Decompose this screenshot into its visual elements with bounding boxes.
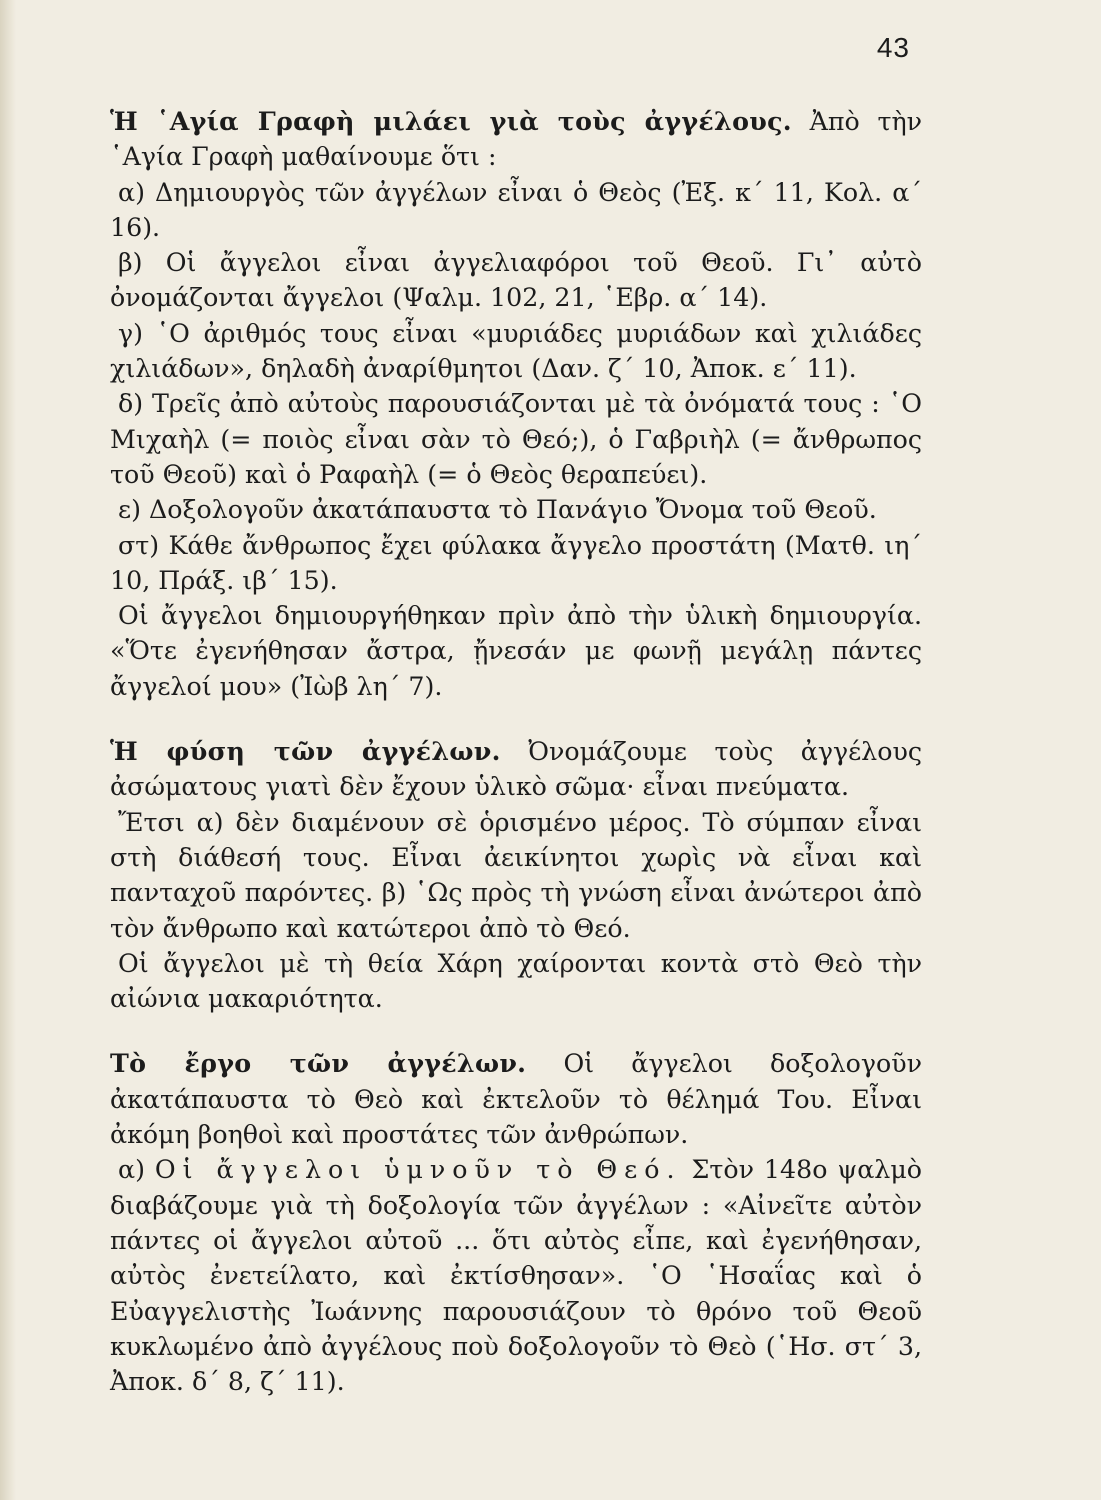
page-number: 43 [876,32,910,63]
list-item-c: γ) ῾Ο ἀριθμός τους εἶναι «μυριάδες μυριάδων καὶ χιλιάδες χιλιάδων», δηλαδὴ ἀναρίθμητοι (Δαν. ζ΄ 10, Ἀποκ. ε΄ 11). [110,318,922,384]
list-item-a: α) Δημιουργὸς τῶν ἀγγέλων εἶναι ὁ Θεὸς (Ἐξ. κ΄ 11, Κολ. α΄ 16). [110,177,922,242]
section3-para1-text: Στὸν 148ο ψαλμὸ διαβάζουμε γιὰ τὴ δοξολογία τῶν ἀγγέλων : «Αἰνεῖτε αὐτὸν πάντες οἱ ἄγγελοι αὐτοῦ ... ὅτι αὐτὸς εἶπε, καὶ ἐγενήθησαν, αὐτὸς ἐνετείλατο, καὶ ἐκτίσθησαν». ῾Ο ῾Ησαΐας καὶ ὁ Εὐαγγελιστὴς Ἰωάννης παρουσιάζουν τὸ θρόνο τοῦ Θεοῦ κυκλωμένο ἀπὸ ἀγγέλους ποὺ δοξολογοῦν τὸ Θεὸ (῾Ησ. στ΄ 3, Ἀποκ. δ΄ 8, ζ΄ 11). [110,1155,922,1397]
section3-intro: Οἱ ἄγγελοι δοξολογοῦν ἀκατάπαυστα τὸ Θεὸ καὶ ἐκτελοῦν τὸ θέλημά Του. Εἶναι ἀκόμη βοηθοὶ καὶ προστάτες τῶν ἀνθρώπων. [110,1049,922,1150]
list-item-e: ε) Δοξολογοῦν ἀκατάπαυστα τὸ Πανάγιο Ὄνομα τοῦ Θεοῦ. [118,495,877,525]
section3-para1-prefix: α) [118,1155,155,1185]
section3-para1-emphasis: Οἱ ἄγγελοι ὑμνοῦν τὸ Θεό. [154,1155,682,1185]
list-item-st: στ) Κάθε ἄνθρωπος ἔχει φύλακα ἄγγελο προστάτη (Ματθ. ιη΄ 10, Πράξ. ιβ΄ 15). [110,530,922,595]
section2-paragraph-2: Οἱ ἄγγελοι μὲ τὴ θεία Χάρη χαίρονται κοντὰ στὸ Θεὸ τὴν αἰώνια μακαριότητα. [110,948,922,1014]
section2-intro: Ὀνομάζουμε τοὺς ἀγγέλους ἀσώματους γιατὶ δὲν ἔχουν ὑλικὸ σῶμα· εἶναι πνεύματα. [110,737,922,802]
section1-heading: Ἡ ῾Αγία Γραφὴ μιλάει γιὰ τοὺς ἀγγέλους. [110,106,792,136]
section3-heading: Τὸ ἔργο τῶν ἀγγέλων. [110,1048,527,1079]
page-body [110,104,922,1399]
page-edge [0,0,16,1500]
section-gap [110,1016,922,1046]
section1-intro-paragraph [110,104,922,175]
list-item-b: β) Οἱ ἄγγελοι εἶναι ἀγγελιαφόροι τοῦ Θεοῦ. Γι᾽ αὐτὸ ὀνομάζονται ἄγγελοι (Ψαλμ. 102, 21, ῾Εβρ. α΄ 14). [110,248,922,313]
section1-intro: Ἀπὸ τὴν ῾Αγία Γραφὴ μαθαίνουμε ὅτι : [110,107,922,172]
list-item-d: δ) Τρεῖς ἀπὸ αὐτοὺς παρουσιάζονται μὲ τὰ ὀνόματά τους : ῾Ο Μιχαὴλ (= ποιὸς εἶναι σὰν τὸ Θεό;), ὁ Γαβριὴλ (= ἄνθρωπος τοῦ Θεοῦ) καὶ ὁ Ραφαὴλ (= ὁ Θεὸς θεραπεύει). [110,389,922,489]
section2-heading: Ἡ φύση τῶν ἀγγέλων. [110,736,501,767]
section2-paragraph-1: Ἔτσι α) δὲν διαμένουν σὲ ὁρισμένο μέρος. Τὸ σύμπαν εἶναι στὴ διάθεσή τους. Εἶναι ἀεικίνητοι χωρὶς νὰ εἶναι καὶ πανταχοῦ παρόντες. β) ῾Ως πρὸς τὴ γνώση εἶναι ἀνώτεροι ἀπὸ τὸν ἄνθρωπο καὶ κατώτεροι ἀπὸ τὸ Θεό. [110,807,922,943]
section2-intro-paragraph [110,734,922,805]
section-gap [110,704,922,734]
section3-paragraph-1 [110,1152,922,1399]
section3-intro-paragraph [110,1046,922,1152]
section1-closing: Οἱ ἄγγελοι δημιουργήθηκαν πρὶν ἀπὸ τὴν ὑλικὴ δημιουργία. «Ὅτε ἐγενήθησαν ἄστρα, ᾔνεσάν με φωνῇ μεγάλῃ πάντες ἄγγελοί μου» (Ἰὼβ λη΄ 7). [110,601,922,701]
